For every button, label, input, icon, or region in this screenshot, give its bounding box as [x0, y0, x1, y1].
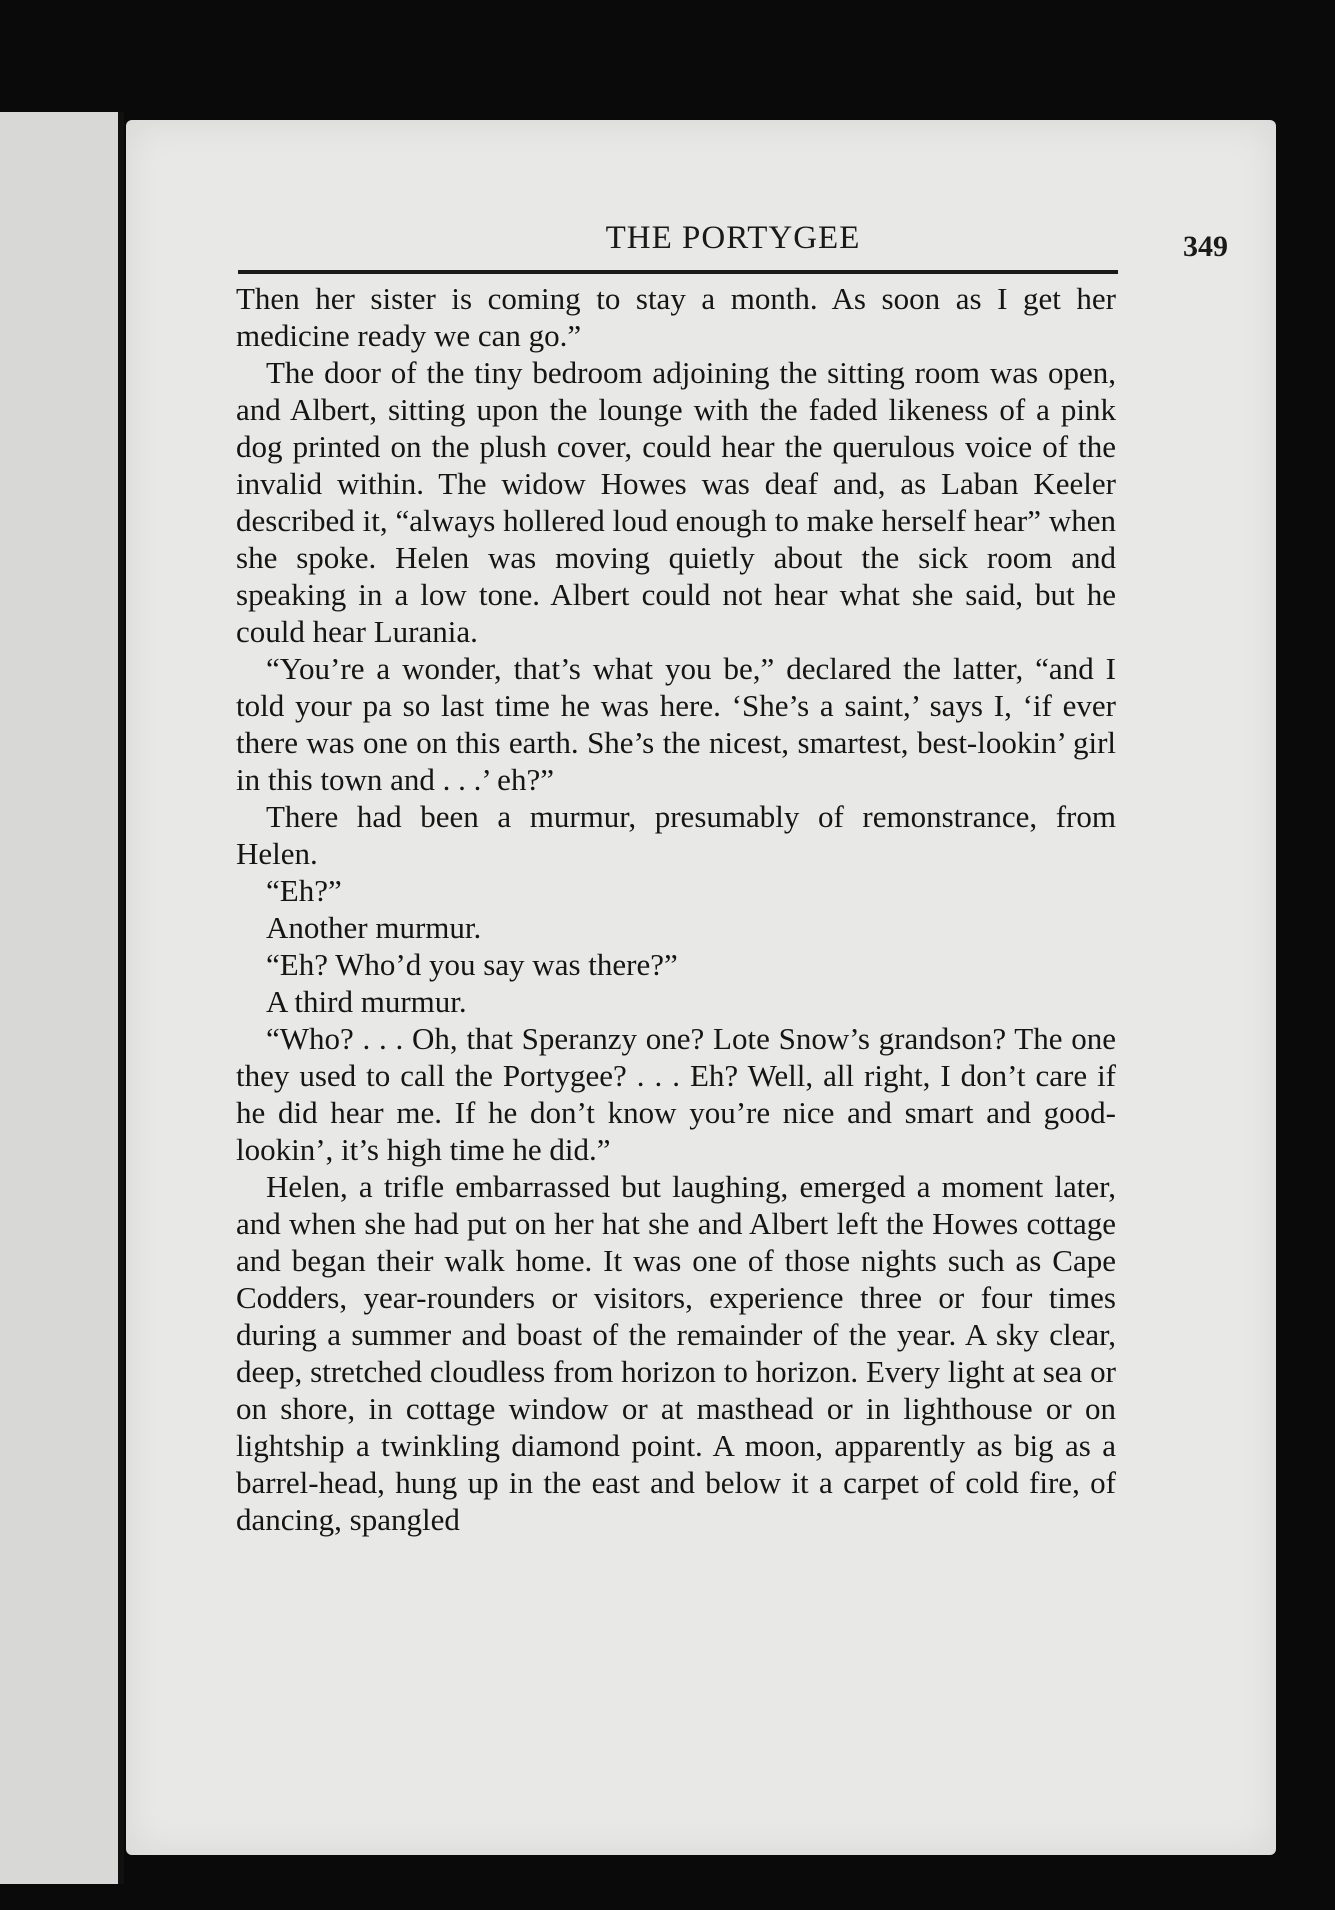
facing-page-edge [0, 112, 124, 1884]
header-rule [238, 270, 1118, 274]
page-number: 349 [1183, 230, 1228, 263]
paragraph: “Eh?” [266, 873, 342, 908]
paragraph: “Eh? Who’d you say was there?” [266, 947, 678, 982]
paragraph: Then her sister is coming to stay a month. As soon as I get her medicine ready we can go.” [236, 281, 1116, 353]
paragraph: There had been a murmur, presumably of remonstrance, from Helen. [236, 799, 1116, 871]
running-head: THE PORTYGEE [605, 220, 861, 256]
page-header [238, 212, 1228, 272]
book-page [126, 120, 1276, 1855]
paragraph: Helen, a trifle embarrassed but laughing, emerged a moment later, and when she had put on her hat she and Albert left the Howes cottage and began their walk home. It was one of those nights such as Cape Codders, year-rounders or visitors, experience three or four times during a summer and boast of the remainder of the year. A sky clear, deep, stretched cloudless from horizon to horizon. Every light at sea or on shore, in cottage window or at masthead or in lighthouse or on lightship a twinkling diamond point. A moon, apparently as big as a barrel-head, hung up in the east and below it a carpet of cold fire, of dancing, spangled [236, 1169, 1116, 1537]
paragraph: “Who? . . . Oh, that Speranzy one? Lote Snow’s grandson? The one they used to call the Portygee? . . . Eh? Well, all right, I don’t care if he did hear me. If he don’t know you’re nice and smart and good-lookin’, it’s high time he did.” [236, 1021, 1116, 1167]
paragraph: “You’re a wonder, that’s what you be,” declared the latter, “and I told your pa so last time he was here. ‘She’s a saint,’ says I, ‘if ever there was one on this earth. She’s the nicest, smartest, best-lookin’ girl in this town and . . .’ eh?” [236, 651, 1116, 797]
body-text [236, 280, 1116, 1538]
paragraph: The door of the tiny bedroom adjoining the sitting room was open, and Albert, sitting upon the lounge with the faded likeness of a pink dog printed on the plush cover, could hear the querulous voice of the invalid within. The widow Howes was deaf and, as Laban Keeler described it, “always hollered loud enough to make herself hear” when she spoke. Helen was moving quietly about the sick room and speaking in a low tone. Albert could not hear what she said, but he could hear Lurania. [236, 355, 1116, 649]
paragraph: Another murmur. [266, 910, 482, 945]
paragraph: A third murmur. [266, 984, 467, 1019]
